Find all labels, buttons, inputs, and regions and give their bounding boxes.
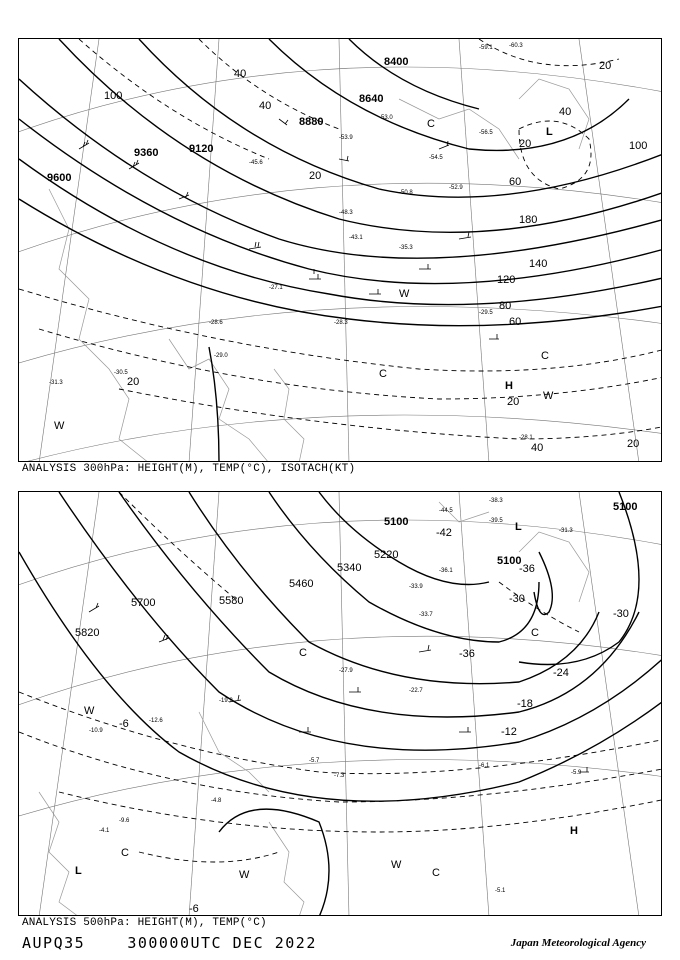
height-label: 5100 [497, 555, 522, 567]
temperature-label: -30 [613, 608, 629, 620]
station-value: -7.3 [334, 773, 345, 779]
graticule [19, 492, 662, 916]
warm-symbol: W [543, 390, 554, 402]
cold-symbol: C [541, 350, 549, 362]
station-value: -45.6 [249, 160, 263, 166]
cold-symbol: C [427, 118, 435, 130]
station-value: -12.6 [149, 718, 163, 724]
station-value: -48.3 [339, 210, 353, 216]
station-value: -36.1 [439, 568, 453, 574]
temperature-label: -24 [553, 667, 569, 679]
isotach-label: 120 [497, 274, 516, 286]
isotach-label: 20 [519, 138, 532, 150]
station-value: -52.9 [449, 185, 463, 191]
graticule [19, 39, 662, 462]
cold-symbol: C [531, 627, 539, 639]
temperature-label: -6 [119, 718, 129, 730]
height-label: 5340 [337, 562, 362, 574]
system-symbols [75, 521, 578, 881]
agency-name: Japan Meteorological Agency [510, 937, 646, 949]
station-value: -4.1 [99, 828, 110, 834]
station-value: -10.9 [89, 728, 103, 734]
isotach-label: 20 [127, 376, 140, 388]
station-value: -4.8 [211, 798, 222, 804]
cold-symbol: C [299, 647, 307, 659]
isotach-label: 40 [234, 68, 247, 80]
temperature-label: -12 [501, 726, 517, 738]
station-value: -28.6 [209, 320, 223, 326]
station-value: -28.3 [334, 320, 348, 326]
isotach-label: 40 [259, 100, 272, 112]
high-center-symbol: H [570, 825, 578, 837]
temperature-label: -42 [436, 527, 452, 539]
temperature-labels [119, 527, 629, 915]
height-label: 5700 [131, 597, 156, 609]
station-value: -9.6 [119, 818, 130, 824]
station-value: -5.1 [495, 888, 506, 894]
isotach-label: 20 [627, 438, 640, 450]
bulletin-header [22, 934, 317, 952]
map-300hpa-svg [19, 39, 662, 462]
map-500hpa-svg [19, 492, 662, 916]
station-value: -6.1 [479, 763, 490, 769]
station-value: -27.1 [269, 285, 283, 291]
isotach-label: 140 [529, 258, 548, 270]
station-value: -29.5 [479, 310, 493, 316]
isotach-label: 80 [499, 300, 512, 312]
temperature-label: -36 [519, 563, 535, 575]
cold-symbol: C [121, 847, 129, 859]
station-value: -38.3 [489, 498, 503, 504]
map-panel-500hpa [18, 491, 662, 916]
height-label: 8880 [299, 116, 324, 128]
caption-300hpa: ANALYSIS 300hPa: HEIGHT(M), TEMP(°C), ISOTACH(KT) [22, 463, 356, 475]
temperature-label: -18 [517, 698, 533, 710]
station-value: -56.5 [479, 130, 493, 136]
low-center-symbol: L [515, 521, 522, 533]
station-value: -29.0 [214, 353, 228, 359]
station-value: -39.5 [489, 518, 503, 524]
cold-symbol: C [432, 867, 440, 879]
isotach-label: 100 [629, 140, 648, 152]
high-center-symbol: H [505, 380, 513, 392]
low-center-symbol: L [546, 126, 553, 138]
bulletin-time: 300000UTC DEC 2022 [127, 934, 317, 952]
cold-symbol: C [379, 368, 387, 380]
wind-barbs [89, 603, 589, 772]
height-label: 9120 [189, 143, 214, 155]
station-value: -33.7 [419, 612, 433, 618]
isotach-label: 100 [104, 90, 123, 102]
caption-500hpa: ANALYSIS 500hPa: HEIGHT(M), TEMP(°C) [22, 917, 267, 929]
height-label: 5100 [613, 501, 638, 513]
warm-symbol: W [239, 869, 250, 881]
height-label: 5100 [384, 516, 409, 528]
station-value: -31.3 [559, 528, 573, 534]
station-value: -31.3 [49, 380, 63, 386]
station-value: -60.3 [509, 43, 523, 49]
warm-symbol: W [399, 288, 410, 300]
isotach-label: 180 [519, 214, 538, 226]
station-value: -5.7 [309, 758, 320, 764]
height-label: 9360 [134, 147, 159, 159]
isotach-label: 20 [309, 170, 322, 182]
bulletin-code: AUPQ35 [22, 934, 86, 952]
temperature-label: -30 [509, 593, 525, 605]
height-label: 9600 [47, 172, 72, 184]
station-value: -50.8 [399, 190, 413, 196]
isotach-label: 20 [507, 396, 520, 408]
isotach-label: 20 [599, 60, 612, 72]
station-value: -5.9 [571, 770, 582, 776]
height-label: 8640 [359, 93, 384, 105]
station-value: -53.0 [379, 115, 393, 121]
station-value: -35.3 [399, 245, 413, 251]
temperature-label: -36 [459, 648, 475, 660]
station-value: -28.1 [519, 435, 533, 441]
height-label: 5460 [289, 578, 314, 590]
warm-symbol: W [391, 859, 402, 871]
station-value: -44.5 [439, 508, 453, 514]
height-label: 8400 [384, 56, 409, 68]
station-value: -19.2 [219, 698, 233, 704]
station-value: -30.5 [114, 370, 128, 376]
height-label: 5820 [75, 627, 100, 639]
isotach-label: 60 [509, 316, 522, 328]
height-labels [47, 56, 408, 184]
station-value: -43.1 [349, 235, 363, 241]
station-value: -54.5 [429, 155, 443, 161]
isotach-label: 40 [559, 106, 572, 118]
map-panel-300hpa [18, 38, 662, 462]
station-value: -27.9 [339, 668, 353, 674]
warm-symbol: W [84, 705, 95, 717]
height-label: 5580 [219, 595, 244, 607]
isotach-label: 40 [531, 442, 544, 454]
height-label: 5220 [374, 549, 399, 561]
low-center-symbol: L [75, 865, 82, 877]
warm-symbol: W [54, 420, 65, 432]
station-value: -59.1 [479, 45, 493, 51]
station-value: -33.9 [409, 584, 423, 590]
isotach-label: 60 [509, 176, 522, 188]
temperature-label: -6 [189, 903, 199, 915]
station-value: -22.7 [409, 688, 423, 694]
station-value: -53.9 [339, 135, 353, 141]
